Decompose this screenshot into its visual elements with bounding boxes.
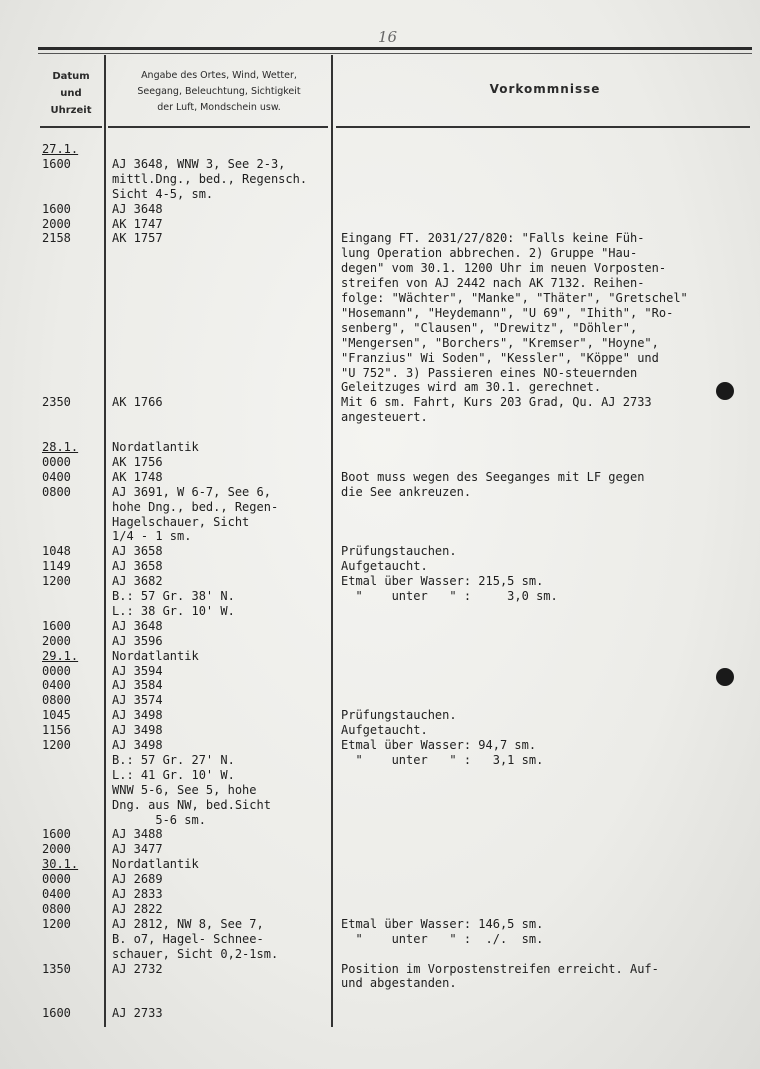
entry-event: folge: "Wächter", "Manke", "Thäter", "Gretschel" <box>341 291 688 305</box>
entry-event: Mit 6 sm. Fahrt, Kurs 203 Grad, Qu. AJ 2733 <box>341 395 652 409</box>
page-number: 16 <box>378 28 398 46</box>
entry-event: und abgestanden. <box>341 976 457 990</box>
entry-time: 0800 <box>42 485 71 499</box>
entry-loc: AJ 2733 <box>112 1006 163 1020</box>
entry-time: 1600 <box>42 1006 71 1020</box>
entry-time: 2000 <box>42 634 71 648</box>
entry-loc: AJ 3498 <box>112 708 163 722</box>
entry-event: die See ankreuzen. <box>341 485 472 499</box>
entry-loc: AJ 3488 <box>112 827 163 841</box>
entry-time: 1200 <box>42 738 71 752</box>
entry-loc: Sicht 4-5, sm. <box>112 187 214 201</box>
entry-loc: AJ 3648, WNW 3, See 2-3, <box>112 157 286 171</box>
entry-time: 1600 <box>42 619 71 633</box>
entry-event: angesteuert. <box>341 410 428 424</box>
entry-time: 0000 <box>42 872 71 886</box>
entry-time: 2158 <box>42 231 71 245</box>
entry-time: 0000 <box>42 455 71 469</box>
entry-time: 0800 <box>42 693 71 707</box>
column-divider-2 <box>331 55 333 1027</box>
entry-event: "Hosemann", "Heydemann", "U 69", "Ihith", "Ro- <box>341 306 674 320</box>
entry-event: Aufgetaucht. <box>341 559 428 573</box>
entry-loc: 1/4 - 1 sm. <box>112 529 192 543</box>
entry-time: 0000 <box>42 664 71 678</box>
entry-time: 1045 <box>42 708 71 722</box>
entry-time: 1048 <box>42 544 71 558</box>
entry-time: 1149 <box>42 559 71 573</box>
entry-time: 1350 <box>42 962 71 976</box>
entry-event: degen" vom 30.1. 1200 Uhr im neuen Vorposten- <box>341 261 667 275</box>
entry-loc: hohe Dng., bed., Regen- <box>112 500 279 514</box>
entry-time: 30.1. <box>42 857 79 871</box>
entry-event: Aufgetaucht. <box>341 723 428 737</box>
entry-event: Etmal über Wasser: 215,5 sm. <box>341 574 544 588</box>
entry-event: "U 752". 3) Passieren eines NO-steuernden <box>341 366 638 380</box>
entry-time: 1200 <box>42 917 71 931</box>
entry-loc: mittl.Dng., bed., Regensch. <box>112 172 308 186</box>
entry-time: 2000 <box>42 842 71 856</box>
entry-loc: AK 1756 <box>112 455 163 469</box>
entry-loc: AJ 3648 <box>112 202 163 216</box>
entry-time: 0400 <box>42 678 71 692</box>
entry-loc: AJ 3498 <box>112 723 163 737</box>
header-vorkommnisse: Vorkommnisse <box>489 82 601 96</box>
entry-loc: AJ 3658 <box>112 544 163 558</box>
entry-loc: B.: 57 Gr. 38' N. <box>112 589 235 603</box>
entry-time: 1200 <box>42 574 71 588</box>
entry-loc: AJ 3682 <box>112 574 163 588</box>
top-rule-thin <box>38 53 752 54</box>
header-rule-vorkommnisse <box>336 126 750 128</box>
entry-time: 1156 <box>42 723 71 737</box>
entry-loc: AJ 3596 <box>112 634 163 648</box>
entry-event: Prüfungstauchen. <box>341 708 457 722</box>
entry-event: " unter " : ./. sm. <box>341 932 544 946</box>
entry-event: " unter " : 3,0 sm. <box>341 589 558 603</box>
entry-time: 29.1. <box>42 649 79 663</box>
entry-loc: Nordatlantik <box>112 440 199 454</box>
entry-time: 2350 <box>42 395 71 409</box>
entry-loc: AJ 2812, NW 8, See 7, <box>112 917 264 931</box>
entry-loc: AK 1747 <box>112 217 163 231</box>
entry-event: Boot muss wegen des Seeganges mit LF gegen <box>341 470 645 484</box>
entry-loc: L.: 38 Gr. 10' W. <box>112 604 235 618</box>
entry-loc: AK 1748 <box>112 470 163 484</box>
entry-event: Prüfungstauchen. <box>341 544 457 558</box>
entry-loc: L.: 41 Gr. 10' W. <box>112 768 235 782</box>
entry-event: " unter " : 3,1 sm. <box>341 753 544 767</box>
entry-time: 0400 <box>42 887 71 901</box>
entry-time: 1600 <box>42 827 71 841</box>
entry-loc: AJ 3648 <box>112 619 163 633</box>
entry-time: 0800 <box>42 902 71 916</box>
header-ort: Angabe des Ortes, Wind, Wetter, Seegang, Beleuchtung, Sichtigkeit der Luft, Mondschein usw. <box>137 70 301 113</box>
entry-time: 0400 <box>42 470 71 484</box>
entry-event: "Mengersen", "Borchers", "Kremser", "Hoyne", <box>341 336 659 350</box>
entry-event: Eingang FT. 2031/27/820: "Falls keine Füh- <box>341 231 645 245</box>
entry-loc: AJ 3584 <box>112 678 163 692</box>
entry-event: senberg", "Clausen", "Drewitz", "Döhler", <box>341 321 638 335</box>
entry-loc: AJ 3658 <box>112 559 163 573</box>
entry-event: Geleitzuges wird am 30.1. gerechnet. <box>341 380 602 394</box>
column-divider-1 <box>104 55 106 1027</box>
entry-event: "Franzius" Wi Soden", "Kessler", "Köppe" und <box>341 351 659 365</box>
entry-loc: AJ 2689 <box>112 872 163 886</box>
top-rule <box>38 47 752 50</box>
entry-loc: AJ 2822 <box>112 902 163 916</box>
ink-blot <box>716 668 734 686</box>
entry-loc: Dng. aus NW, bed.Sicht <box>112 798 271 812</box>
entry-loc: AJ 2833 <box>112 887 163 901</box>
entry-time: 1600 <box>42 157 71 171</box>
entry-loc: AJ 3594 <box>112 664 163 678</box>
entry-loc: AK 1766 <box>112 395 163 409</box>
entry-loc: AK 1757 <box>112 231 163 245</box>
header-rule-datum <box>40 126 102 128</box>
entry-loc: AJ 2732 <box>112 962 163 976</box>
entry-loc: AJ 3574 <box>112 693 163 707</box>
entry-loc: Hagelschauer, Sicht <box>112 515 250 529</box>
header-rule-ort <box>108 126 328 128</box>
entry-time: 2000 <box>42 217 71 231</box>
entry-loc: AJ 3498 <box>112 738 163 752</box>
entry-event: streifen von AJ 2442 nach AK 7132. Reihen- <box>341 276 645 290</box>
ink-blot <box>716 382 734 400</box>
entry-loc: B.: 57 Gr. 27' N. <box>112 753 235 767</box>
entry-loc: Nordatlantik <box>112 649 199 663</box>
entry-event: Position im Vorpostenstreifen erreicht. Auf- <box>341 962 659 976</box>
header-datum: Datum und Uhrzeit <box>50 71 92 116</box>
entry-time: 27.1. <box>42 142 79 156</box>
entry-time: 28.1. <box>42 440 79 454</box>
entry-event: lung Operation abbrechen. 2) Gruppe "Hau- <box>341 246 638 260</box>
entry-loc: Nordatlantik <box>112 857 199 871</box>
entry-event: Etmal über Wasser: 146,5 sm. <box>341 917 544 931</box>
entry-loc: AJ 3691, W 6-7, See 6, <box>112 485 271 499</box>
entry-loc: AJ 3477 <box>112 842 163 856</box>
entry-loc: 5-6 sm. <box>112 813 206 827</box>
entry-loc: WNW 5-6, See 5, hohe <box>112 783 257 797</box>
entry-event: Etmal über Wasser: 94,7 sm. <box>341 738 537 752</box>
entry-loc: schauer, Sicht 0,2-1sm. <box>112 947 279 961</box>
entry-time: 1600 <box>42 202 71 216</box>
entry-loc: B. o7, Hagel- Schnee- <box>112 932 264 946</box>
